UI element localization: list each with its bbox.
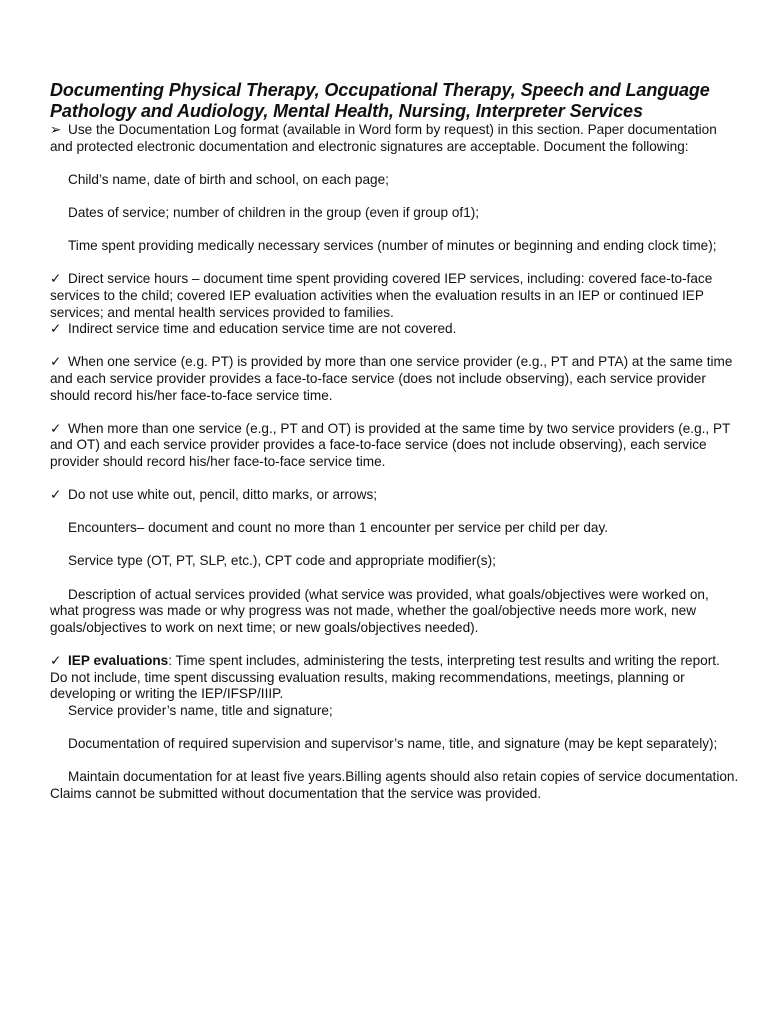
check-bullet-icon: ✓ bbox=[50, 487, 62, 503]
list-item: Service provider’s name, title and signature; bbox=[68, 702, 333, 718]
list-item: Service type (OT, PT, SLP, etc.), CPT code and appropriate modifier(s); bbox=[68, 553, 496, 569]
arrow-bullet-icon: ➢ bbox=[50, 122, 62, 137]
check-bullet-icon: ✓ bbox=[50, 653, 62, 668]
list-item: Maintain documentation for at least five years.Billing agents should also retain copies of service documentation. Claims cannot be submitted without documentation that the service was provided. bbox=[50, 769, 739, 801]
check-bullet-icon: ✓ bbox=[50, 354, 62, 370]
list-item: ✓ When more than one service (e.g., PT and OT) is provided at the same time by two service providers (e.g., PT and OT) and each service provider provides a face-to-face service (does not include observing), each service provider should record his/her face-to-face service time. bbox=[50, 420, 731, 469]
intro-paragraph: ➢ Use the Documentation Log format (available in Word form by request) in this section. Paper documentation and protected electronic documentation and electronic signatures are acceptable. Document the following: bbox=[50, 122, 717, 154]
list-item: Dates of service; number of children in the group (even if group of1); bbox=[68, 204, 480, 220]
check-bullet-icon: ✓ bbox=[50, 271, 62, 287]
list-item: ✓ Do not use white out, pencil, ditto marks, or arrows; bbox=[50, 487, 378, 503]
check-bullet-icon: ✓ bbox=[50, 420, 62, 436]
list-item: Description of actual services provided (what service was provided, what goals/objectives were worked on, what progress was made or why progress was not made, whether the goal/objective needs more work, new goals/objectives to work on next time; or new goals/objectives needed). bbox=[50, 586, 709, 635]
title-line-1: Documenting Physical Therapy, Occupational Therapy, Speech and Language bbox=[50, 80, 710, 100]
document-page bbox=[50, 80, 740, 802]
check-bullet-icon: ✓ bbox=[50, 321, 62, 337]
list-item: Encounters– document and count no more than 1 encounter per service per child per day. bbox=[68, 520, 609, 536]
list-item: ✓ Indirect service time and education service time are not covered. bbox=[50, 321, 457, 337]
list-item: ✓ IEP evaluations: Time spent includes, administering the tests, interpreting test results and writing the report. Do not include, time spent discussing evaluation results, making recommendations, meetings, planning or developing or writing the IEP/IFSP/IIIP. bbox=[50, 653, 720, 702]
list-item: ✓ When one service (e.g. PT) is provided by more than one service provider (e.g., PT and PTA) at the same time and each service provider provides a face-to-face service (does not include observing), each service provider should record his/her face-to-face service time. bbox=[50, 354, 733, 403]
document-title bbox=[50, 80, 740, 122]
list-item: Documentation of required supervision and supervisor’s name, title, and signature (may be kept separately); bbox=[68, 735, 718, 751]
list-item: Child’s name, date of birth and school, on each page; bbox=[68, 171, 389, 187]
iep-evaluations-label: IEP evaluations bbox=[68, 653, 169, 668]
list-item: ✓ Direct service hours – document time spent providing covered IEP services, including: covered face-to-face services to the child; covered IEP evaluation activities when the evaluation results in an IEP or continued IEP services; and mental health services provided to families. bbox=[50, 271, 713, 320]
list-item: Time spent providing medically necessary services (number of minutes or beginning and ending clock time); bbox=[68, 238, 717, 254]
title-line-2: Pathology and Audiology, Mental Health, Nursing, Interpreter Services bbox=[50, 101, 643, 121]
